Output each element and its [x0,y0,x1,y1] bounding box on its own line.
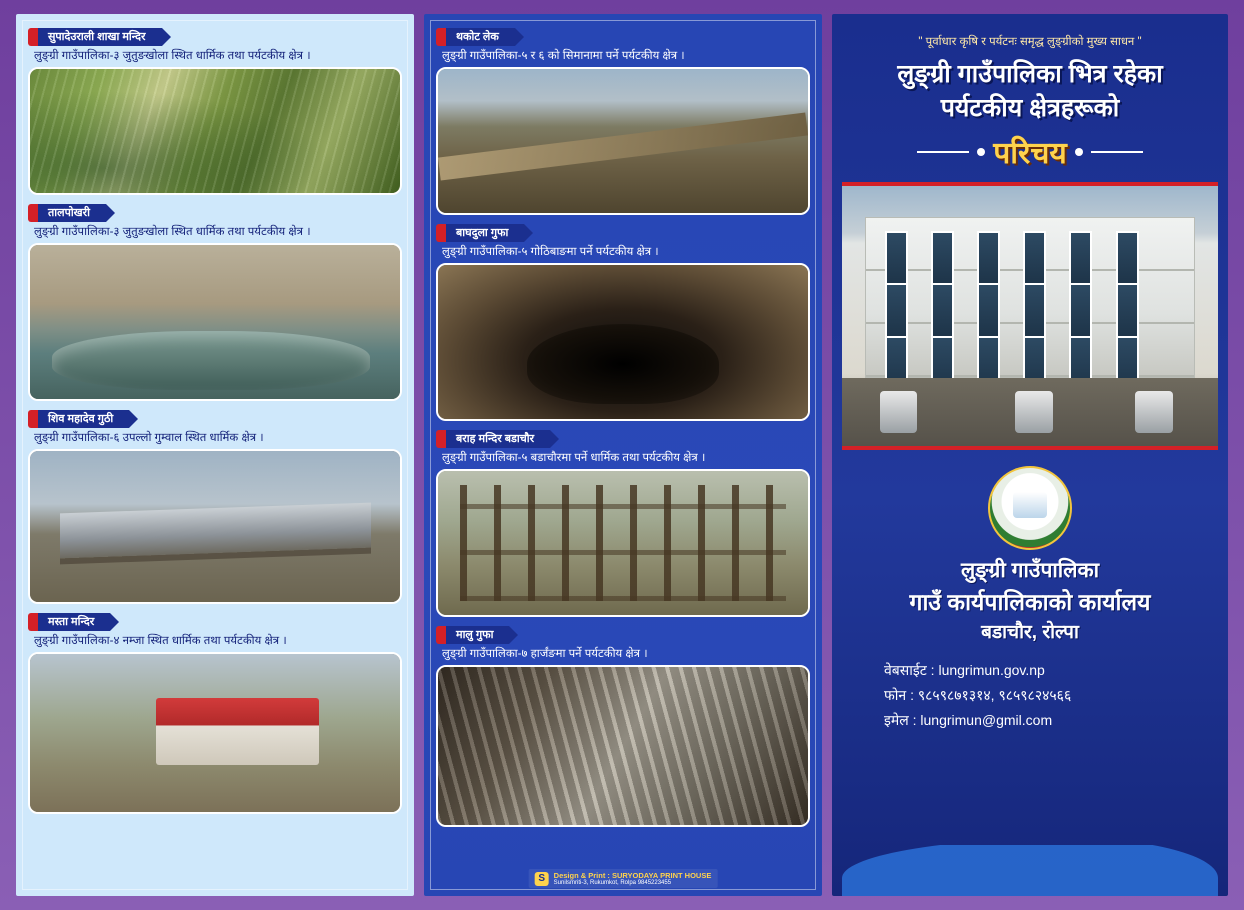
label-tab-icon [28,410,38,428]
place-caption: लुङ्ग्री गाउँपालिका-३ जुतुङखोला स्थित धार्मिक तथा पर्यटकीय क्षेत्र । [34,226,311,238]
place-caption: लुङ्ग्री गाउँपालिका-५ र ६ को सिमानामा पर्ने पर्यटकीय क्षेत्र । [442,50,685,62]
rule-right [1091,151,1143,153]
place-caption: लुङ्ग्री गाउँपालिका-५ बडाचौरमा पर्ने धार्मिक तथा पर्यटकीय क्षेत्र । [442,452,706,464]
cover-title-line1: लुङ्ग्री गाउँपालिका भित्र रहेका [897,60,1163,88]
place-label-row [28,410,402,428]
cover-panel [832,14,1228,896]
highlight-row [842,131,1218,172]
org-line-2: गाउँ कार्यपालिकाको कार्यालय [909,589,1151,615]
place-caption: लुङ्ग्री गाउँपालिका-३ जुतुङखोला स्थित धार्मिक तथा पर्यटकीय क्षेत्र । [34,50,311,62]
label-tab-icon [436,28,446,46]
org-line-3: बडाचौर, रोल्पा [981,622,1079,643]
label-tab-icon [436,626,446,644]
cover-title-highlight: परिचय [993,137,1067,170]
place-caption: लुङ्ग्री गाउँपालिका-४ नम्जा स्थित धार्मिक तथा पर्यटकीय क्षेत्र । [34,635,287,647]
place-label-row [436,626,810,644]
place-item [436,626,810,827]
municipality-emblem-logo [988,466,1072,550]
place-label: शिव महादेव गुठी [38,410,129,428]
left-panel [16,14,414,896]
wave-decoration [842,838,1218,896]
printer-name: Design & Print : SURYODAYA PRINT HOUSE [553,871,712,880]
place-item [28,410,402,604]
place-label: बराह मन्दिर बडाचौर [446,430,550,448]
place-label: मस्ता मन्दिर [38,613,110,631]
place-label-row [436,430,810,448]
label-tab-icon [28,204,38,222]
red-white-shrine-photo [28,652,402,814]
emblem-wrap [842,450,1218,556]
municipality-office-building-photo [842,182,1218,450]
place-label-row [436,28,810,46]
printer-logo-icon: S [535,872,549,886]
place-label: बाघदुला गुफा [446,224,524,242]
place-item [436,28,810,215]
place-caption: लुङ्ग्री गाउँपालिका-६ उपल्लो गुम्वाल स्थित धार्मिक क्षेत्र । [34,432,264,444]
mountain-ridge-trail-photo [436,67,810,215]
organization-name [842,556,1218,648]
place-caption: लुङ्ग्री गाउँपालिका-७ हार्जंङमा पर्ने पर्यटकीय क्षेत्र । [442,648,648,660]
aerial-terraced-fields-photo [28,67,402,195]
place-item [28,613,402,814]
phone-line: फोन : ९८५९८७१३१४, ९८५९८२४५६६ [884,687,1072,703]
stone-roof-temple-photo [28,449,402,604]
rule-left [917,151,969,153]
website-line: वेबसाईट : lungrimun.gov.np [884,662,1045,678]
cover-title-line2: पर्यटकीय क्षेत्रहरूको [940,94,1120,122]
org-line-1: लुङ्ग्री गाउँपालिका [960,559,1100,582]
place-item [436,224,810,421]
place-label-row [28,28,402,46]
cover-title [842,57,1218,125]
place-item [436,430,810,617]
dot-right-icon [1075,148,1083,156]
print-credit [529,869,718,888]
place-caption: लुङ्ग्री गाउँपालिका-५ गोठिबाङमा पर्ने पर्यटकीय क्षेत्र । [442,246,659,258]
email-line: इमेल : lungrimun@gmil.com [884,712,1053,728]
rock-cave-interior-photo [436,665,810,827]
place-label: सुपादेउराली शाखा मन्दिर [38,28,162,46]
place-item [28,204,402,401]
middle-panel [424,14,822,896]
label-tab-icon [436,430,446,448]
place-label-row [28,204,402,222]
place-label: मालु गुफा [446,626,509,644]
place-label-row [28,613,402,631]
slogan-text: " पूर्वाधार कृषि र पर्यटनः समृद्ध लुङ्ग्रीको मुख्य साधन " [918,36,1142,48]
wooden-pillar-structure-photo [436,469,810,617]
place-label: थकोट लेक [446,28,515,46]
place-label: तालपोखरी [38,204,106,222]
label-tab-icon [28,613,38,631]
pond-with-shelter-photo [28,243,402,401]
place-item [28,28,402,195]
contact-block [842,648,1218,733]
dark-cave-entrance-photo [436,263,810,421]
label-tab-icon [28,28,38,46]
dot-left-icon [977,148,985,156]
place-label-row [436,224,810,242]
label-tab-icon [436,224,446,242]
printer-address: Sunilsmriti-3, Rukumkot, Rolpa 9845223455 [553,880,672,886]
